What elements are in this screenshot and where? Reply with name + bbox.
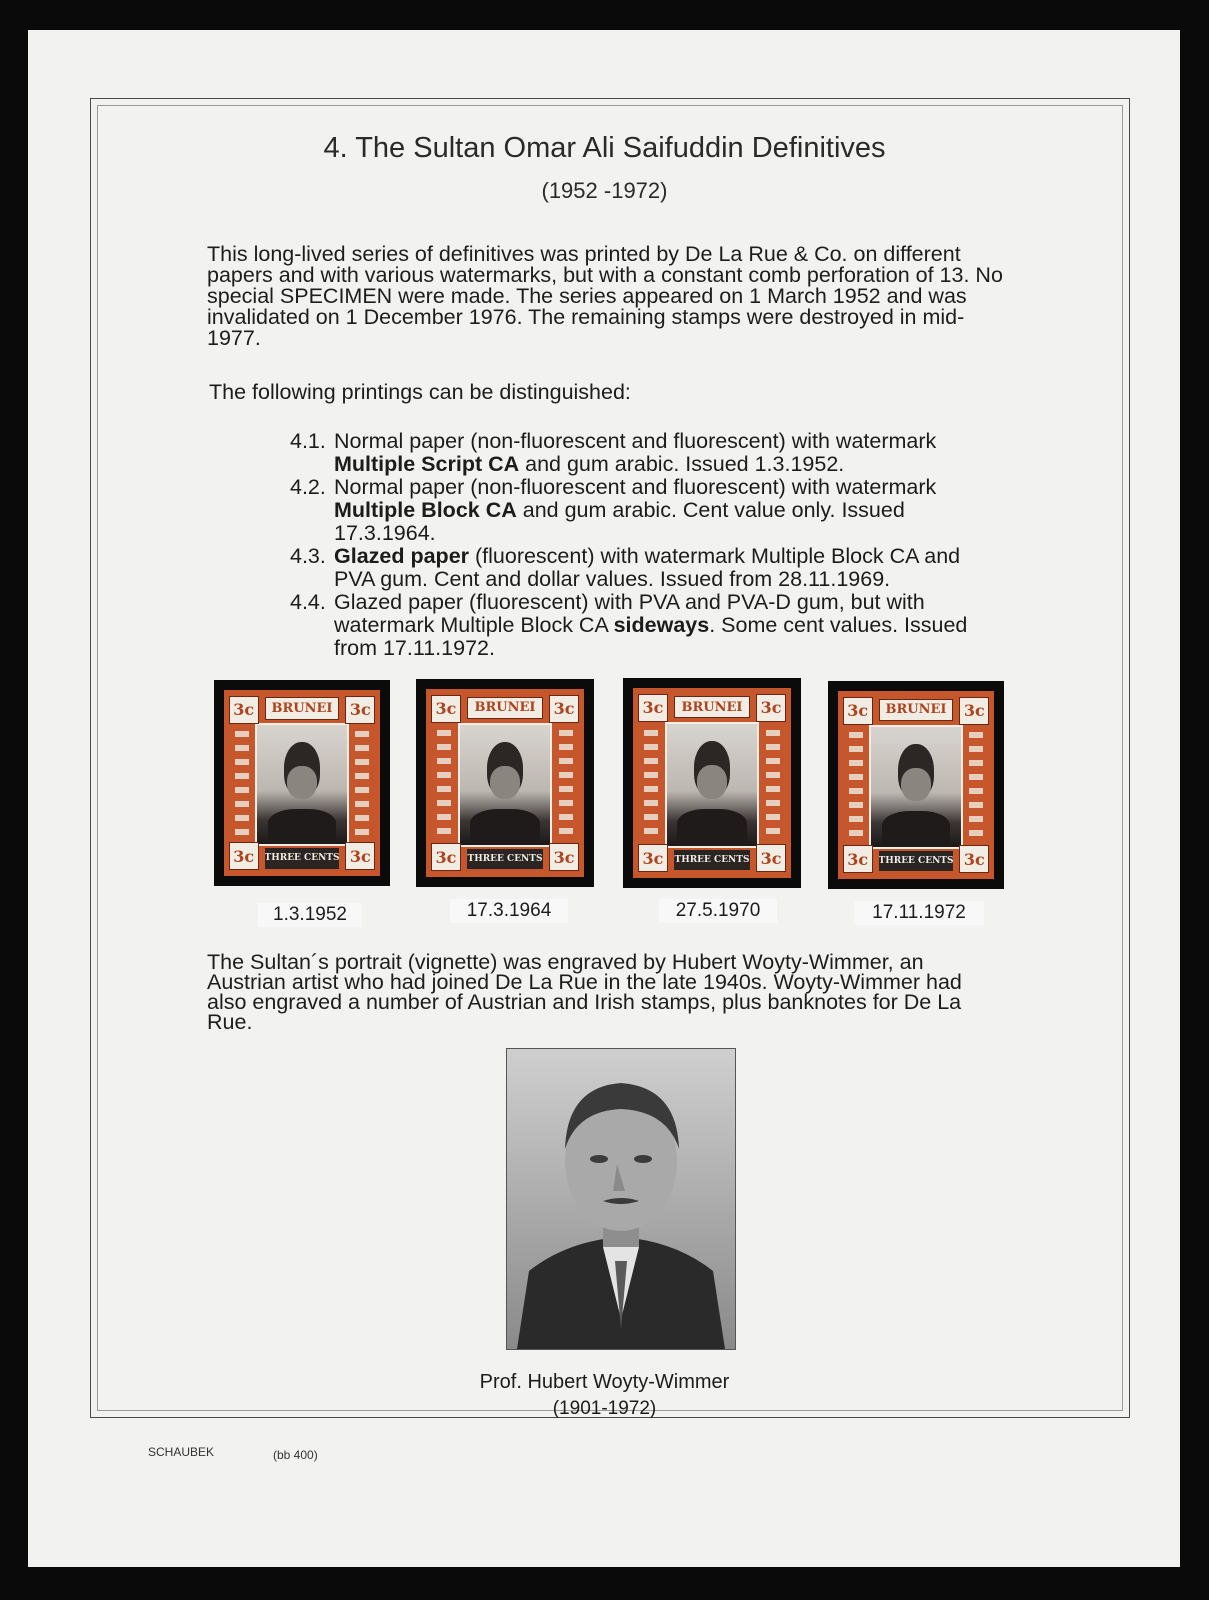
stamp-value: 3c <box>638 844 668 873</box>
engraver-paragraph: The Sultan´s portrait (vignette) was engraved by Hubert Woyty-Wimmer, an Austrian artist who had joined De La Rue in the late 1940s. Woyty-Wimmer had also engraved a number of Austrian and Irish stamps, plus banknotes for De La Rue. <box>207 950 962 1034</box>
stamp-value: 3c <box>549 843 579 871</box>
stamp-country: BRUNEI <box>674 696 750 719</box>
portrait-caption: Prof. Hubert Woyty-Wimmer <box>479 1371 730 1393</box>
portrait-years: (1901-1972) <box>552 1398 657 1419</box>
stamp-value-text: THREE CENTS <box>674 850 750 871</box>
printing-number: 4.2. <box>290 475 326 499</box>
stamp-portrait <box>665 722 760 847</box>
stamp-value-text: THREE CENTS <box>467 849 543 870</box>
stamp-country: BRUNEI <box>879 699 954 722</box>
stamp-value: 3c <box>431 843 461 871</box>
printing-text: Normal paper (non-fluorescent and fluorescent) with watermark <box>334 475 937 499</box>
printing-bold: sideways <box>613 613 710 637</box>
stamp-date: 17.3.1964 <box>450 899 568 923</box>
printing-text: and gum arabic. Cent value only. Issued 17.3.1964. <box>334 498 905 545</box>
stamp-value: 3c <box>756 844 786 873</box>
stamp-date: 27.5.1970 <box>659 899 777 923</box>
stamp-value: 3c <box>431 695 461 723</box>
printing-number: 4.4. <box>290 590 326 614</box>
engraver-photo <box>506 1048 736 1350</box>
portrait-image <box>507 1049 735 1349</box>
printing-item <box>290 430 990 476</box>
stamp-value: 3c <box>959 845 989 873</box>
page-title: 4. The Sultan Omar Ali Saifuddin Definitives <box>323 132 886 164</box>
stamp-4 <box>828 681 1004 889</box>
stamp-value: 3c <box>549 695 579 723</box>
stamp-portrait <box>255 723 349 846</box>
stamp-value: 3c <box>638 694 668 723</box>
printing-text: (fluorescent) with watermark Multiple Block CA and PVA gum. Cent and dollar values. Issued from 28.11.1969. <box>334 544 961 591</box>
stamp-portrait <box>458 723 553 847</box>
stamp-value: 3c <box>959 697 989 725</box>
printing-number: 4.1. <box>290 429 326 453</box>
stamp-value: 3c <box>345 696 375 724</box>
footer-brand: SCHAUBEK <box>148 1445 215 1459</box>
printings-lead: The following printings can be distinguished: <box>209 380 631 404</box>
stamp-date: 1.3.1952 <box>258 903 362 927</box>
printing-text: Normal paper (non-fluorescent and fluorescent) with watermark <box>334 429 937 453</box>
printing-bold: Multiple Script CA <box>334 452 520 476</box>
printing-text: Glazed paper (fluorescent) with PVA and PVA-D gum, but with watermark Multiple Block CA <box>334 590 925 637</box>
stamp-value-text: THREE CENTS <box>265 848 340 868</box>
stamp-value: 3c <box>843 697 873 725</box>
stamp-value: 3c <box>756 694 786 723</box>
stamp-portrait <box>869 725 963 849</box>
printing-text: and gum arabic. Issued 1.3.1952. <box>519 452 845 476</box>
stamp-value: 3c <box>229 842 259 870</box>
stamp-value: 3c <box>345 842 375 870</box>
stamp-3 <box>623 678 801 888</box>
stamp-2 <box>416 679 594 887</box>
printing-text: . Some cent values. Issued from 17.11.1972. <box>334 613 968 660</box>
footer-code: (bb 400) <box>273 1448 318 1462</box>
stamp-country: BRUNEI <box>265 697 340 719</box>
printing-item <box>290 476 990 545</box>
stamp-date: 17.11.1972 <box>854 901 984 925</box>
printing-bold: Glazed paper <box>334 544 470 568</box>
page-subtitle: (1952 -1972) <box>541 178 668 203</box>
printing-item <box>290 591 990 660</box>
stamp-1 <box>214 680 390 886</box>
stamp-value: 3c <box>229 696 259 724</box>
intro-paragraph: This long-lived series of definitives was printed by De La Rue & Co. on different papers and with various watermarks, but with a constant comb perforation of 13. No special SPECIMEN were made. The series appeared on 1 March 1952 and was invalidated on 1 December 1976. The remaining stamps were destroyed in mid-1977. <box>207 242 1003 350</box>
printing-item <box>290 545 990 591</box>
printing-number: 4.3. <box>290 544 326 568</box>
stamp-country: BRUNEI <box>467 697 543 720</box>
printing-bold: Multiple Block CA <box>334 498 517 522</box>
stamp-value: 3c <box>843 845 873 873</box>
printings-list <box>290 430 990 660</box>
stamp-value-text: THREE CENTS <box>879 851 954 872</box>
